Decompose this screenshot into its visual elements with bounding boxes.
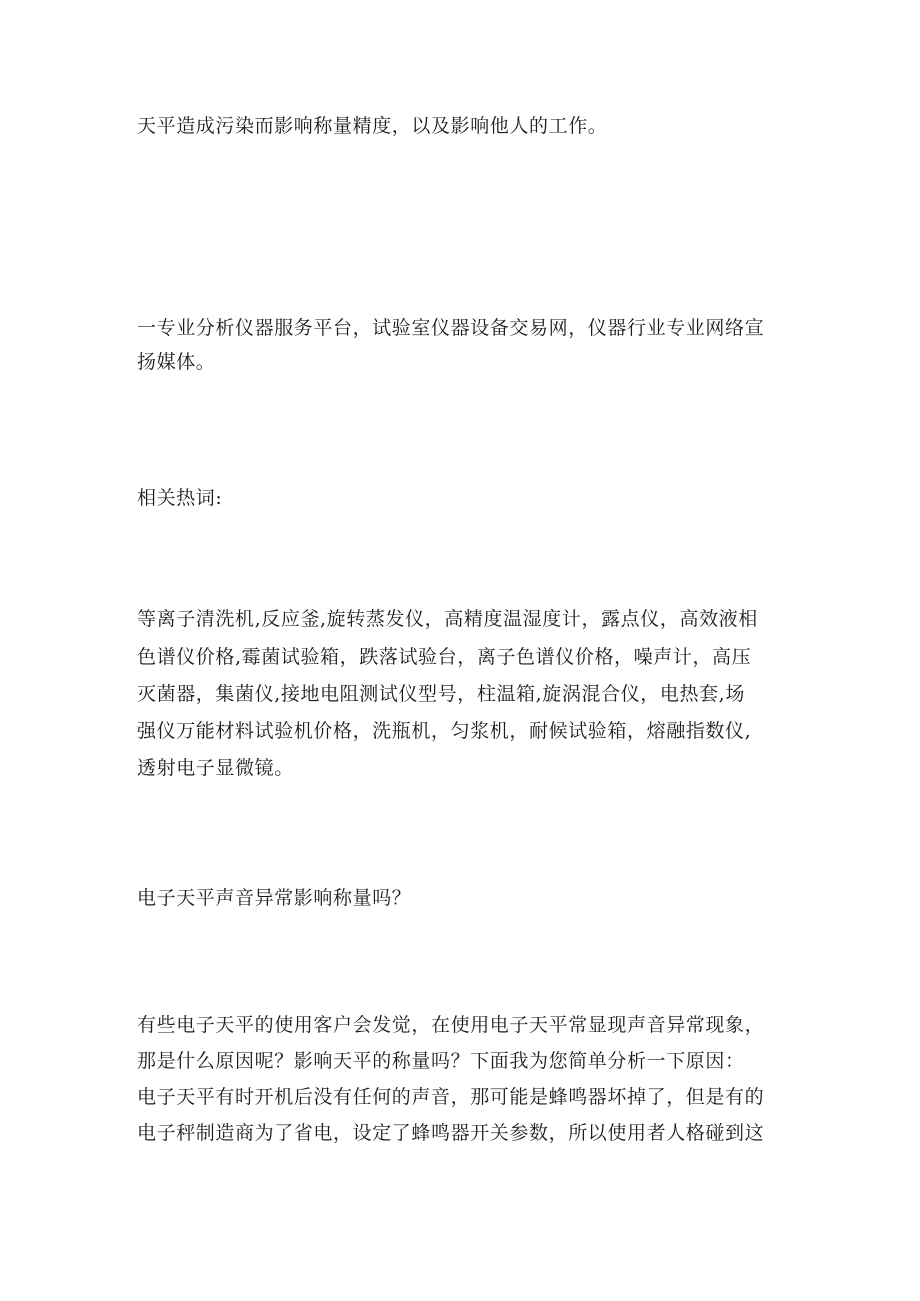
paragraph-line: 一专业分析仪器服务平台，试验室仪器设备交易网，仪器行业专业网络宣: [137, 317, 765, 339]
hot-words-heading: 相关热词:: [137, 487, 223, 509]
body-line: 电子秤制造商为了省电，设定了蜂鸣器开关参数，所以使用者人格碰到这: [137, 1122, 765, 1144]
paragraph-line: 扬媒体。: [137, 351, 216, 373]
body-line: 有些电子天平的使用客户会发觉，在使用电子天平常显现声音异常现象，: [137, 1014, 765, 1036]
hot-words-line: 灭菌器，集菌仪,接地电阻测试仪型号，柱温箱,旋涡混合仪，电热套,场: [137, 683, 745, 705]
hot-words-line: 透射电子显微镜。: [137, 757, 294, 779]
paragraph-line: 天平造成污染而影响称量精度，以及影响他人的工作。: [137, 115, 608, 137]
body-line: 那是什么原因呢？影响天平的称量吗？下面我为您简单分析一下原因：: [137, 1050, 745, 1072]
body-line: 电子天平有时开机后没有任何的声音，那可能是蜂鸣器坏掉了，但是有的: [137, 1086, 765, 1108]
section-heading: 电子天平声音异常影响称量吗？: [137, 887, 412, 909]
hot-words-line: 等离子清洗机,反应釜,旋转蒸发仪，高精度温湿度计，露点仪，高效液相: [137, 608, 758, 630]
hot-words-line: 色谱仪价格,霉菌试验箱，跌落试验台，离子色谱仪价格，噪声计，高压: [137, 646, 752, 668]
hot-words-line: 强仪万能材料试验机价格，洗瓶机，匀浆机，耐候试验箱，熔融指数仪,: [137, 720, 752, 742]
